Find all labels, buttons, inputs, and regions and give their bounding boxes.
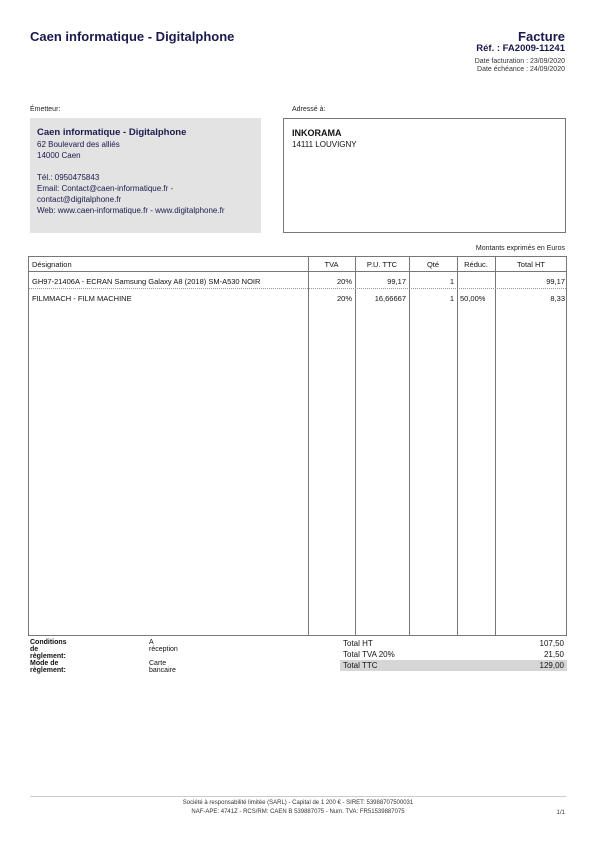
column-divider bbox=[457, 257, 458, 635]
items-table bbox=[28, 256, 567, 636]
legal-line1: Société à responsabilité limitée (SARL) - Capital de 1 200 € - SIRET: 53988707500031 bbox=[182, 800, 414, 806]
total-ttc-label: Total TTC bbox=[343, 661, 378, 670]
totals-block bbox=[340, 638, 567, 671]
total-tva-value: 21,50 bbox=[543, 650, 564, 659]
document-title: Facture bbox=[518, 29, 565, 44]
total-ht-row bbox=[340, 638, 567, 649]
header-unit-price: P.U. TTC bbox=[366, 260, 398, 269]
sender-label: Émetteur: bbox=[30, 106, 61, 113]
due-date: Date échéance : 24/09/2020 bbox=[477, 66, 565, 73]
header-discount: Réduc. bbox=[464, 260, 488, 269]
column-divider bbox=[409, 257, 410, 635]
row-tva: 20% bbox=[336, 277, 352, 286]
header-quantity: Qté bbox=[426, 260, 440, 269]
recipient-label: Adressé à: bbox=[292, 106, 326, 113]
total-ttc-value: 129,00 bbox=[539, 661, 564, 670]
column-divider bbox=[308, 257, 309, 635]
sender-name: Caen informatique - Digitalphone bbox=[37, 127, 187, 138]
column-divider bbox=[355, 257, 356, 635]
row-designation: FILMMACH - FILM MACHINE bbox=[32, 294, 132, 303]
sender-address-line1: 62 Boulevard des alliés bbox=[37, 140, 120, 149]
row-total-ht: 99,17 bbox=[546, 277, 565, 286]
invoice-reference: Réf. : FA2009-11241 bbox=[476, 43, 565, 54]
column-divider bbox=[495, 257, 496, 635]
sender-address-line2: 14000 Caen bbox=[37, 151, 81, 160]
currency-note: Montants exprimés en Euros bbox=[475, 245, 565, 252]
sender-website: Web: www.caen-informatique.fr - www.digitalphone.fr bbox=[37, 206, 225, 215]
row-quantity: 1 bbox=[449, 294, 454, 303]
row-unit-price: 99,17 bbox=[387, 277, 406, 286]
table-row bbox=[29, 291, 566, 305]
total-ttc-row bbox=[340, 660, 567, 671]
company-name: Caen informatique - Digitalphone bbox=[30, 29, 235, 44]
row-total-ht: 8,33 bbox=[550, 294, 565, 303]
payment-terms-value: A réception bbox=[149, 639, 178, 653]
header-tva: TVA bbox=[324, 260, 339, 269]
invoice-date: Date facturation : 23/09/2020 bbox=[474, 58, 565, 65]
payment-mode-value: Carte bancaire bbox=[149, 660, 176, 674]
total-tva-label: Total TVA 20% bbox=[343, 650, 395, 659]
payment-mode-label: Mode de règlement: bbox=[30, 660, 66, 674]
total-tva-row bbox=[340, 649, 567, 660]
footer-divider bbox=[30, 796, 566, 797]
sender-box bbox=[30, 118, 261, 233]
row-designation: GH97-21406A - ECRAN Samsung Galaxy A8 (2018) SM-A530 NOIR bbox=[32, 277, 261, 286]
sender-email-line2: contact@digitalphone.fr bbox=[37, 195, 122, 204]
row-discount: 50,00% bbox=[460, 294, 486, 303]
row-unit-price: 16,66667 bbox=[374, 294, 406, 303]
page-number: 1/1 bbox=[556, 810, 565, 816]
row-tva: 20% bbox=[336, 294, 352, 303]
recipient-box bbox=[283, 118, 566, 233]
header-designation: Désignation bbox=[32, 260, 72, 269]
recipient-address: 14111 LOUVIGNY bbox=[292, 140, 357, 149]
payment-terms-label: Conditions de règlement: bbox=[30, 639, 67, 660]
total-ht-label: Total HT bbox=[343, 639, 373, 648]
recipient-name: INKORAMA bbox=[292, 128, 342, 138]
table-row bbox=[29, 274, 566, 289]
header-total-ht: Total HT bbox=[517, 260, 545, 269]
table-header bbox=[29, 257, 566, 272]
sender-phone: Tél.: 0950475843 bbox=[37, 173, 100, 182]
sender-email-line1: Email: Contact@caen-informatique.fr - bbox=[37, 184, 174, 193]
row-quantity: 1 bbox=[449, 277, 454, 286]
legal-line2: NAF-APE: 4741Z - RCS/RM: CAEN B 539887075 - Num. TVA: FR51539887075 bbox=[191, 809, 405, 815]
total-ht-value: 107,50 bbox=[539, 639, 564, 648]
